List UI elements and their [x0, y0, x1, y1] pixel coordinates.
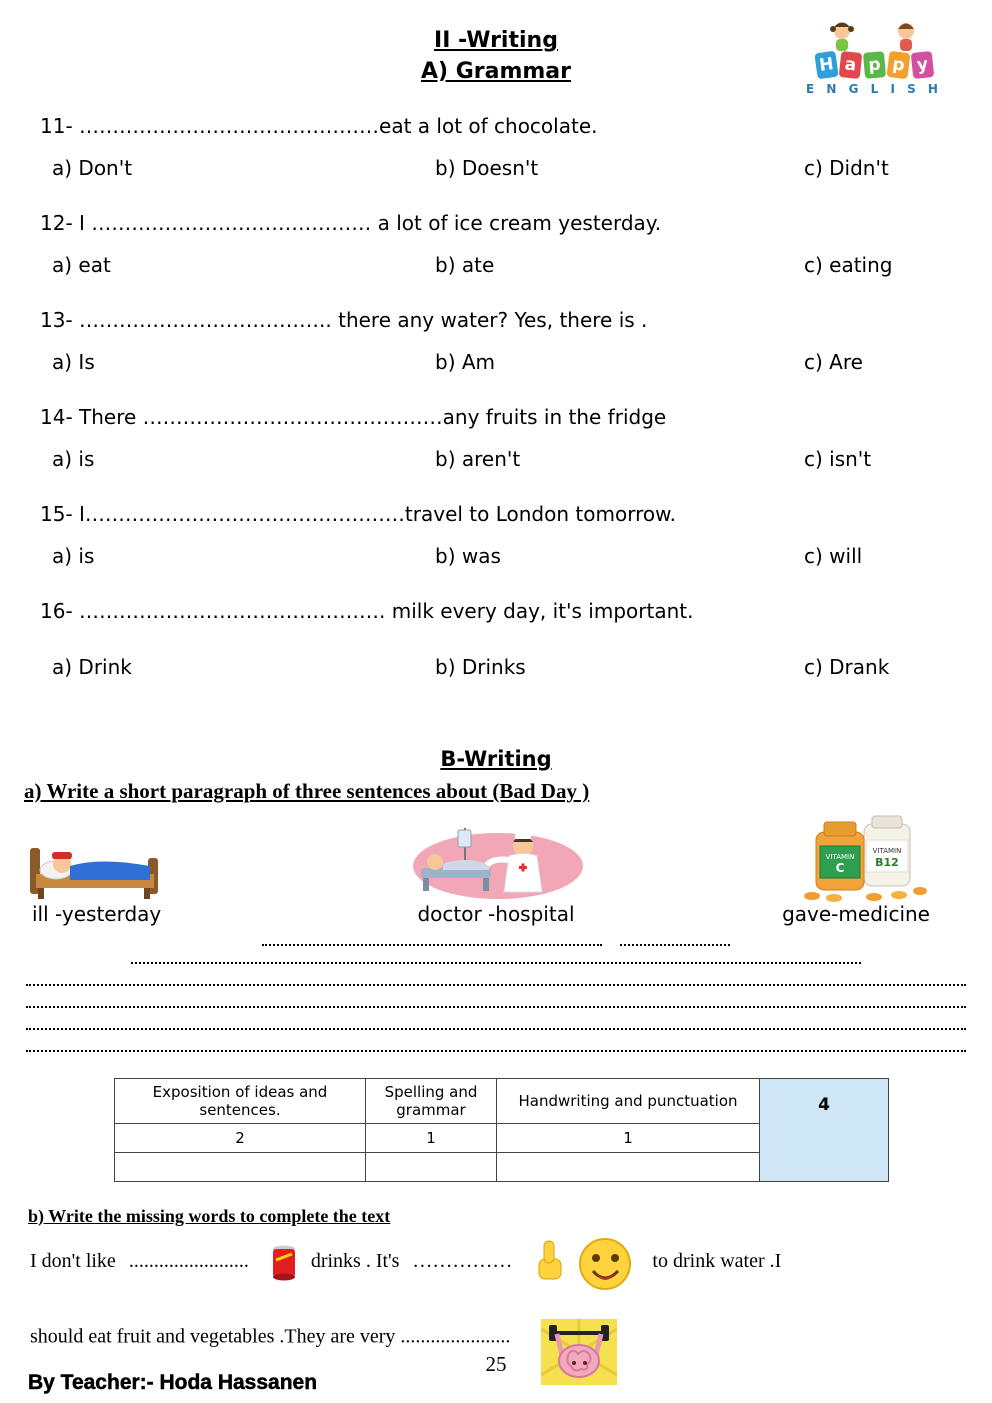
question-stem: 16- ………………………………………. milk every day, it's important.: [40, 598, 694, 623]
kids-illustration-icon: [814, 18, 934, 52]
writing-line: [26, 1006, 966, 1008]
option-b: b) Drinks: [435, 654, 526, 679]
teacher-credit: By Teacher:- Hoda Hassanen: [28, 1371, 318, 1394]
fill-text: I don't like: [30, 1250, 116, 1273]
rubric-score-exposition: 2: [115, 1123, 366, 1152]
image-cell: [661, 810, 992, 906]
image-captions-row: [0, 902, 992, 930]
option-b: b) Doesn't: [435, 155, 539, 180]
question-13: [0, 288, 992, 385]
logo-letter: a: [838, 51, 862, 79]
question-16: [0, 579, 992, 691]
happy-english-logo: [806, 18, 942, 96]
fill-blank: ........................: [128, 1250, 249, 1273]
vitamin-c-letter: C: [835, 860, 845, 875]
option-c: c) Are: [804, 349, 863, 374]
soda-can-icon: [268, 1244, 300, 1282]
fill-text-line-1: [30, 1235, 992, 1291]
rubric-score-spelling: 1: [366, 1123, 497, 1152]
question-11: [0, 94, 992, 191]
option-b: b) was: [435, 543, 501, 568]
option-a: a) Is: [52, 349, 95, 374]
writing-line: [26, 1028, 966, 1030]
bwriting-prompt: a) Write a short paragraph of three sentences about (Bad Day ): [24, 778, 590, 803]
option-a: a) Drink: [52, 654, 132, 679]
option-c: c) will: [804, 543, 863, 568]
option-b: b) aren't: [435, 446, 521, 471]
doctor-hospital-icon: [403, 820, 588, 902]
rubric-empty-cell: [497, 1152, 760, 1181]
fill-text: drinks . It's: [310, 1250, 400, 1273]
vitamin-b12-label: VITAMIN: [872, 846, 902, 855]
question-15: [0, 482, 992, 579]
options-row: [0, 253, 992, 277]
rubric-total-score: 4: [760, 1078, 889, 1181]
logo-letter: p: [886, 51, 910, 79]
bwriting-heading: B-Writing: [440, 746, 552, 771]
option-c: c) Didn't: [804, 155, 889, 180]
question-stem: 11- ………………………………………eat a lot of chocolate.: [40, 113, 598, 138]
rubric-empty-cell: [366, 1152, 497, 1181]
question-12: [0, 191, 992, 288]
option-b: b) ate: [435, 252, 495, 277]
vitamin-c-label: VITAMIN: [825, 852, 855, 861]
logo-subtitle-english: E N G L I S H: [806, 82, 942, 96]
options-row: [0, 544, 992, 568]
option-c: c) isn't: [804, 446, 872, 471]
options-row: [0, 447, 992, 471]
fill-text: to drink water .I: [652, 1250, 782, 1273]
rubric-header-handwriting: Handwriting and punctuation: [497, 1078, 760, 1123]
question-stem: 14- There ………………………………………any fruits in the fridge: [40, 404, 667, 429]
writing-line: [620, 944, 730, 946]
writing-line: [26, 1050, 966, 1052]
option-c: c) eating: [804, 252, 893, 277]
option-a: a) is: [52, 446, 95, 471]
logo-letter: p: [862, 51, 885, 79]
option-a: a) eat: [52, 252, 111, 277]
option-c: c) Drank: [804, 654, 890, 679]
question-stem: 13- ……………………………….. there any water? Yes, there is .: [40, 307, 648, 332]
logo-letter: H: [814, 51, 838, 80]
rubric-header-spelling: Spelling and grammar: [366, 1078, 497, 1123]
writing-line: [131, 962, 861, 964]
rubric-table: [114, 1078, 889, 1182]
fill-section-heading: b) Write the missing words to complete the text: [28, 1205, 391, 1226]
section-title-writing: II -Writing: [434, 28, 558, 53]
fill-text: should eat fruit and vegetables .They are very ......................: [30, 1325, 511, 1348]
question-14: [0, 385, 992, 482]
fill-blank: ……………: [412, 1250, 513, 1273]
options-row: [0, 655, 992, 679]
grammar-section: [0, 94, 992, 691]
page-number: 25: [485, 1352, 507, 1376]
vitamins-medicine-icon: [802, 810, 930, 902]
logo-word-happy: [806, 52, 942, 78]
prompt-images-row: [0, 810, 992, 902]
thumbs-up-smiley-icon: [531, 1235, 641, 1291]
sick-boy-in-bed-icon: [28, 840, 160, 902]
caption-gave-medicine: gave-medicine: [782, 901, 930, 926]
options-row: [0, 156, 992, 180]
image-cell: [331, 820, 662, 906]
caption-doctor-hospital: doctor -hospital: [417, 901, 575, 926]
image-cell: [0, 840, 331, 906]
caption-ill-yesterday: ill -yesterday: [32, 901, 162, 926]
question-stem: 12- I …………………………………… a lot of ice cream yesterday.: [40, 210, 662, 235]
option-a: a) Don't: [52, 155, 133, 180]
rubric-header-row: [115, 1078, 889, 1123]
subsection-title-grammar: A) Grammar: [420, 58, 572, 84]
options-row: [0, 350, 992, 374]
option-b: b) Am: [435, 349, 496, 374]
option-a: a) is: [52, 543, 95, 568]
rubric-header-exposition: Exposition of ideas and sentences.: [115, 1078, 366, 1123]
vitamin-b12-letter: B12: [875, 855, 899, 869]
question-stem: 15- I…………………………………………travel to London tomorrow.: [40, 501, 676, 526]
writing-lines-top: [0, 930, 992, 950]
rubric-empty-cell: [115, 1152, 366, 1181]
rubric-score-handwriting: 1: [497, 1123, 760, 1152]
logo-letter: y: [910, 51, 934, 79]
writing-line: [26, 984, 966, 986]
writing-line: [262, 944, 602, 946]
